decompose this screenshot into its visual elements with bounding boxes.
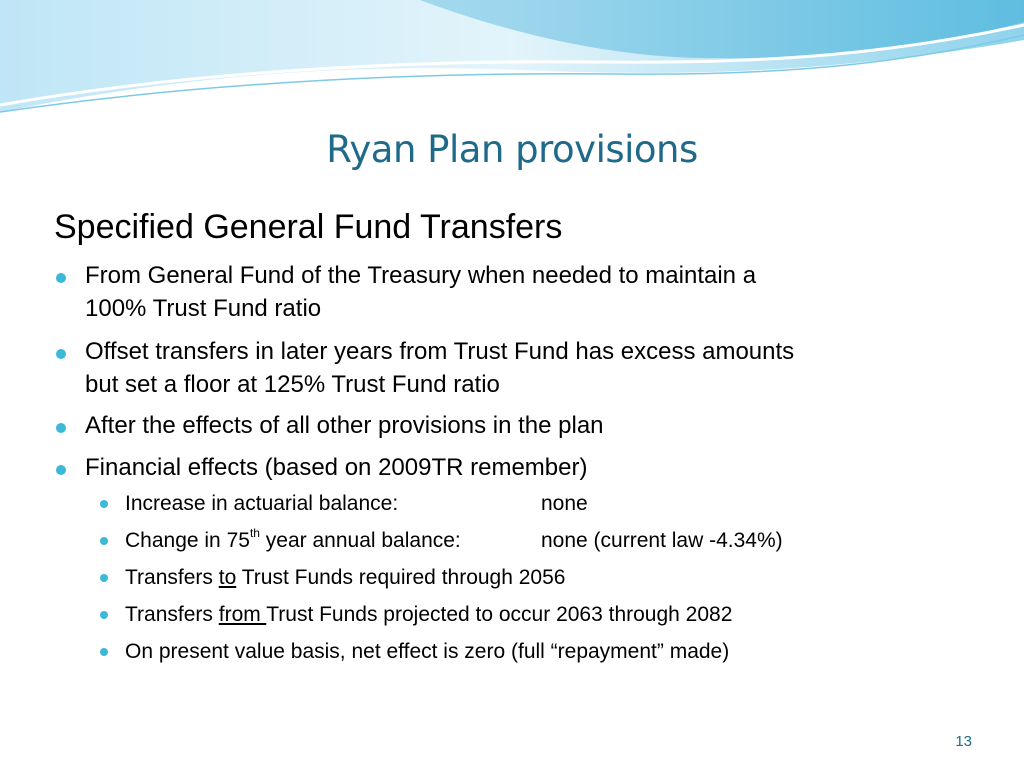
sub-bullet-item: Transfers from Trust Funds projected to occur 2063 through 2082 bbox=[100, 596, 980, 633]
bullet-dot-icon bbox=[56, 423, 66, 433]
bullet-dot-icon bbox=[100, 648, 108, 656]
bullet-dot-icon bbox=[100, 611, 108, 619]
bullet-dot-icon bbox=[56, 465, 66, 475]
bullet-list-2 bbox=[54, 335, 954, 401]
bullet-list-1 bbox=[54, 259, 954, 325]
header-wave-decoration bbox=[0, 0, 1024, 120]
section-heading: Specified General Fund Transfers bbox=[54, 208, 563, 246]
bullet-item: Financial effects (based on 2009TR remember) bbox=[54, 451, 954, 484]
sub-bullet-item: On present value basis, net effect is zero (full “repayment” made) bbox=[100, 633, 980, 670]
page-number: 13 bbox=[955, 733, 972, 750]
bullet-list-4 bbox=[54, 451, 954, 484]
bullet-item: Offset transfers in later years from Trust Fund has excess amounts but set a floor at 125% Trust Fund ratio bbox=[54, 335, 954, 401]
slide-title: Ryan Plan provisions bbox=[326, 128, 698, 171]
sub-bullet-item: Change in 75th year annual balance: none (current law -4.34%) bbox=[100, 522, 980, 559]
bullet-dot-icon bbox=[56, 273, 66, 283]
sub-bullet-item: Increase in actuarial balance: none bbox=[100, 485, 980, 522]
sub-bullet-list bbox=[100, 485, 980, 670]
bullet-item: From General Fund of the Treasury when needed to maintain a 100% Trust Fund ratio bbox=[54, 259, 954, 325]
bullet-dot-icon bbox=[100, 537, 108, 545]
bullet-dot-icon bbox=[56, 349, 66, 359]
bullet-dot-icon bbox=[100, 500, 108, 508]
bullet-item: After the effects of all other provisions in the plan bbox=[54, 409, 954, 442]
bullet-list-3 bbox=[54, 409, 954, 442]
sub-bullet-item: Transfers to Trust Funds required through 2056 bbox=[100, 559, 980, 596]
bullet-dot-icon bbox=[100, 574, 108, 582]
